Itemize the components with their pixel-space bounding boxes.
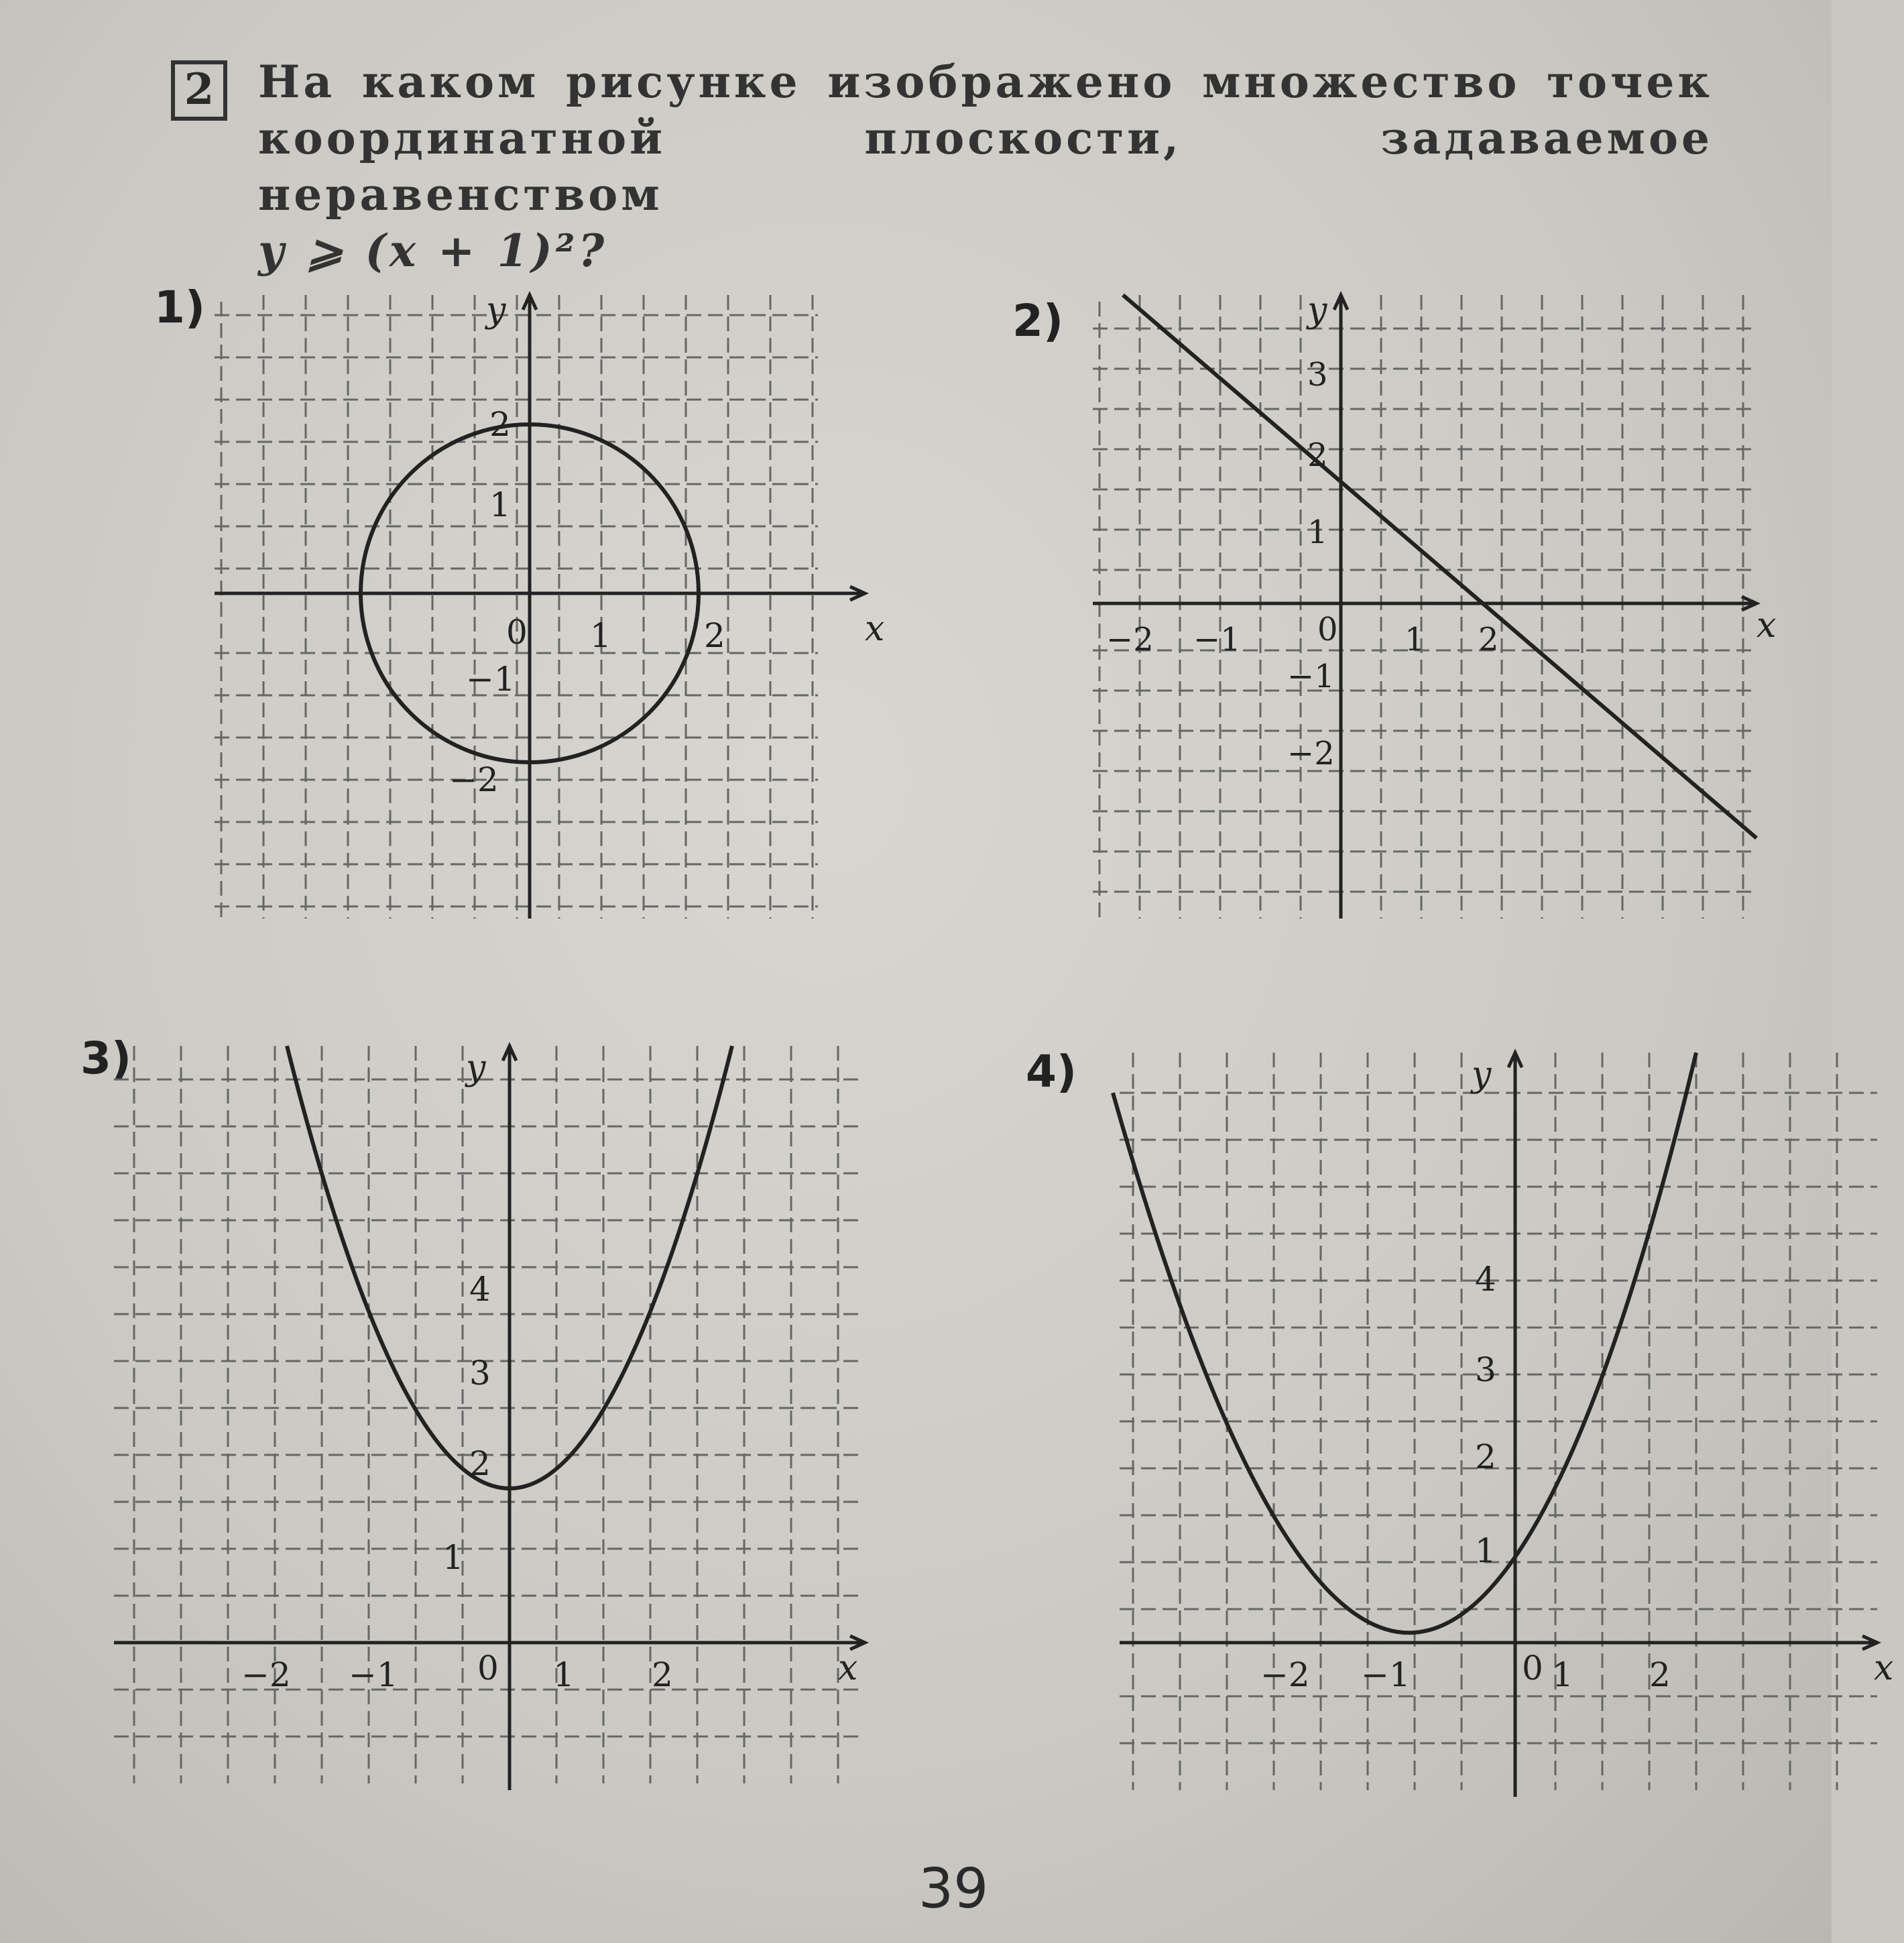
variant-2-ym2: −2 [1287,735,1335,772]
variant-1-y-label: y [486,290,506,331]
variant-2-x1: 1 [1405,621,1425,658]
variant-3-y1: 1 [442,1538,464,1577]
variant-2-y3: 3 [1307,356,1328,394]
variant-2-ym1: −1 [1287,658,1335,695]
variant-3-xm1: −1 [349,1655,398,1694]
variant-2-xm1: −1 [1193,621,1241,658]
variant-1-ym2: −2 [449,760,499,799]
variant-4-y-label: y [1472,1055,1492,1095]
variant-1-y2: 2 [489,405,511,444]
variant-4-origin: 0 [1522,1649,1543,1688]
variant-1-ym1: −1 [466,660,516,699]
variant-3-y2: 2 [469,1444,491,1483]
variant-4-x1: 1 [1552,1655,1573,1694]
variant-3-y-label: y [466,1048,486,1088]
variant-3-origin: 0 [477,1649,499,1688]
page-number: 39 [918,1857,989,1921]
variant-3-x-label: x [838,1648,858,1688]
task-formula: y ⩾ (x + 1)²? [258,225,608,277]
variant-1-x2: 2 [704,616,725,655]
variant-4-xm1: −1 [1361,1655,1411,1694]
variant-4-y2: 2 [1475,1437,1496,1476]
variant-3-x1: 1 [553,1655,575,1694]
variant-1-x1: 1 [590,616,611,655]
variant-3-xm2: −2 [241,1655,291,1694]
variant-1-y1: 1 [489,485,511,524]
variant-4-y3: 3 [1475,1350,1496,1389]
variant-2-x2: 2 [1478,621,1499,658]
task-question [258,54,1713,279]
variant-4-x-label: x [1874,1648,1894,1688]
variant-1-origin: 0 [506,613,528,652]
task-question-text: На каком рисунке изображено множество точек координатной плоскости, задаваемое неравенством [258,56,1713,221]
variant-1-label: 1) [154,282,206,333]
variant-3-label: 3) [80,1033,132,1084]
variant-4-graph [1113,1033,1904,1804]
variant-2-y1: 1 [1307,514,1328,551]
variant-2-origin: 0 [1317,611,1338,648]
variant-2-y-label: y [1307,290,1327,331]
variant-4-x2: 2 [1649,1655,1671,1694]
variant-2-y2: 2 [1307,436,1328,474]
variant-3-y3: 3 [469,1354,491,1393]
variant-2-xm2: −2 [1106,621,1154,658]
variant-2-x-label: x [1757,605,1777,646]
variant-4-xm2: −2 [1260,1655,1310,1694]
task-2 [171,54,1713,279]
variant-3-graph [107,1026,912,1797]
variant-1-x-label: x [865,609,885,649]
variant-4-label: 4) [1026,1046,1077,1098]
variant-4-y1: 1 [1475,1531,1496,1570]
task-number-box: 2 [171,60,227,121]
variant-1-graph [194,275,918,939]
variant-3-y4: 4 [469,1270,491,1309]
variant-2-graph [1086,275,1824,932]
variant-2-label: 2) [1012,295,1064,347]
variant-3-x2: 2 [652,1655,673,1694]
variant-4-y4: 4 [1475,1260,1496,1299]
